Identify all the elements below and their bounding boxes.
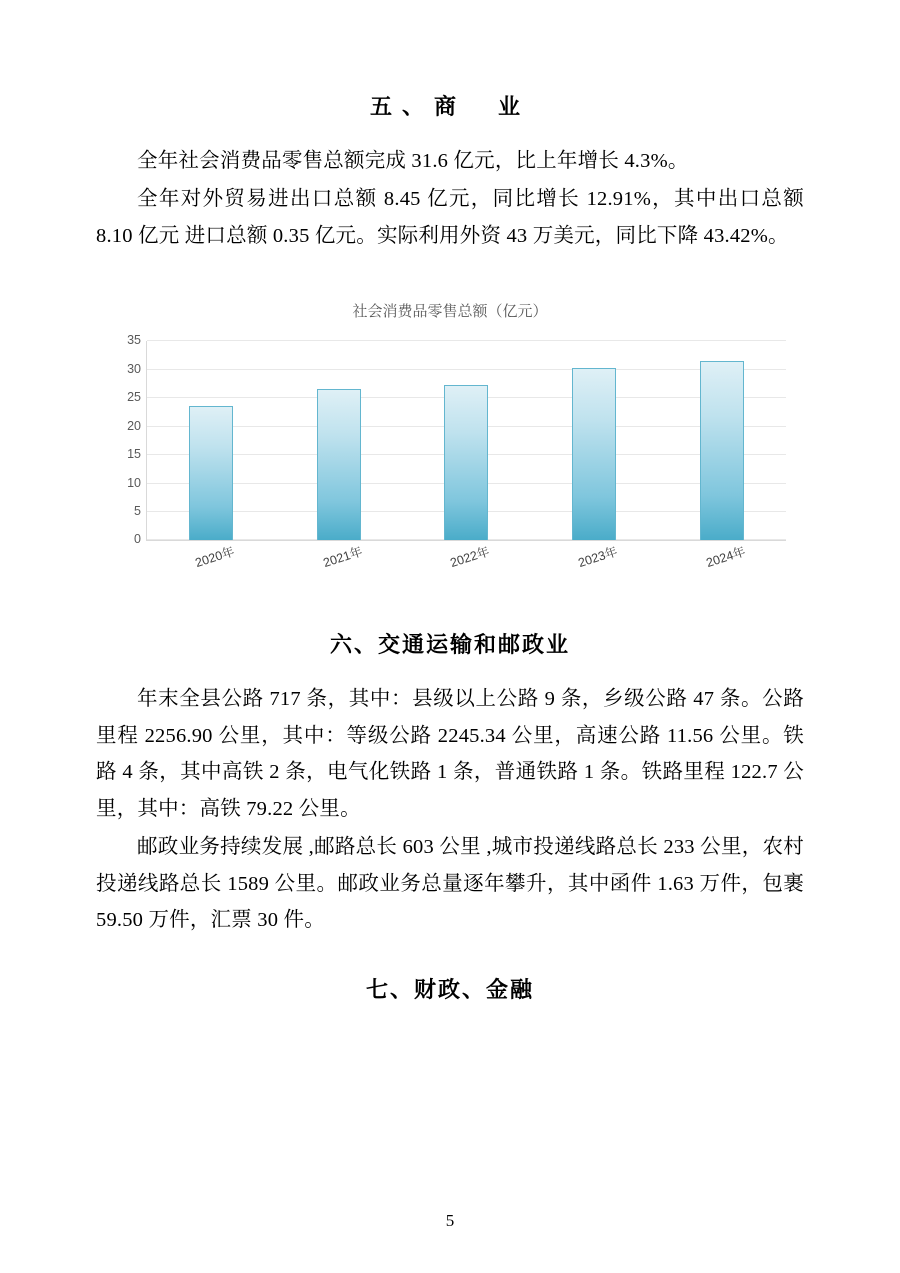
- paragraph-foreign-trade: 全年对外贸易进出口总额 8.45 亿元，同比增长 12.91%，其中出口总额 8.10 亿元 进口总额 0.35 亿元。实际利用外资 43 万美元，同比下降 43.42%。: [96, 188, 804, 247]
- bar-slot: [537, 341, 652, 571]
- section-heading-commerce: 五、商 业: [369, 94, 530, 119]
- y-tick: 10: [127, 475, 141, 490]
- y-tick: 0: [134, 532, 141, 547]
- paragraph-postal-services: 邮政业务持续发展 ,邮路总长 603 公里 ,城市投递线路总长 233 公里，农村投递线路总长 1589 公里。邮政业务总量逐年攀升，其中函件 1.63 万件，包裹 59.50 万件，汇票 30 件。: [96, 836, 804, 932]
- y-tick: 35: [127, 333, 141, 348]
- x-tick-label: 2020年: [193, 544, 237, 571]
- bar-slot: [665, 341, 780, 571]
- chart-plot-area: [104, 335, 794, 575]
- y-tick: 25: [127, 390, 141, 405]
- bar-2023: [572, 368, 616, 540]
- y-tick: 30: [127, 361, 141, 376]
- y-tick: 20: [127, 418, 141, 433]
- bar-2020: [189, 406, 233, 541]
- x-tick-label: 2021年: [321, 544, 364, 571]
- page-number: 5: [445, 1211, 455, 1230]
- section-heading-finance: 七、财政、金融: [365, 976, 534, 1002]
- chart-bars: [147, 341, 786, 571]
- bar-2022: [444, 385, 488, 540]
- y-tick: 15: [127, 447, 141, 462]
- x-tick-label: 2024年: [704, 544, 748, 571]
- section-heading-transport-post: 六、交通运输和邮政业: [329, 632, 570, 658]
- bar-slot: [153, 341, 268, 571]
- retail-sales-bar-chart: [96, 300, 804, 600]
- x-tick-label: 2022年: [449, 544, 492, 571]
- chart-title: 社会消费品零售总额（亿元）: [352, 303, 548, 321]
- bar-2021: [317, 389, 361, 540]
- paragraph-roads-railways: 年末全县公路 717 条，其中：县级以上公路 9 条，乡级公路 47 条。公路里程 2256.90 公里，其中：等级公路 2245.34 公里，高速公路 11.56 公里。铁路 4 条，其中高铁 2 条，电气化铁路 1 条，普通铁路 1 条。铁路里程 122.7 公里，其中：高铁 79.22 公里。: [96, 688, 804, 820]
- bar-slot: [409, 341, 524, 571]
- y-tick: 5: [134, 504, 141, 519]
- x-tick-label: 2023年: [576, 544, 620, 571]
- chart-axes: [127, 333, 786, 571]
- paragraph-retail-total: 全年社会消费品零售总额完成 31.6 亿元，比上年增长 4.3%。: [137, 150, 689, 172]
- bar-2024: [700, 361, 744, 541]
- bar-slot: [281, 341, 396, 571]
